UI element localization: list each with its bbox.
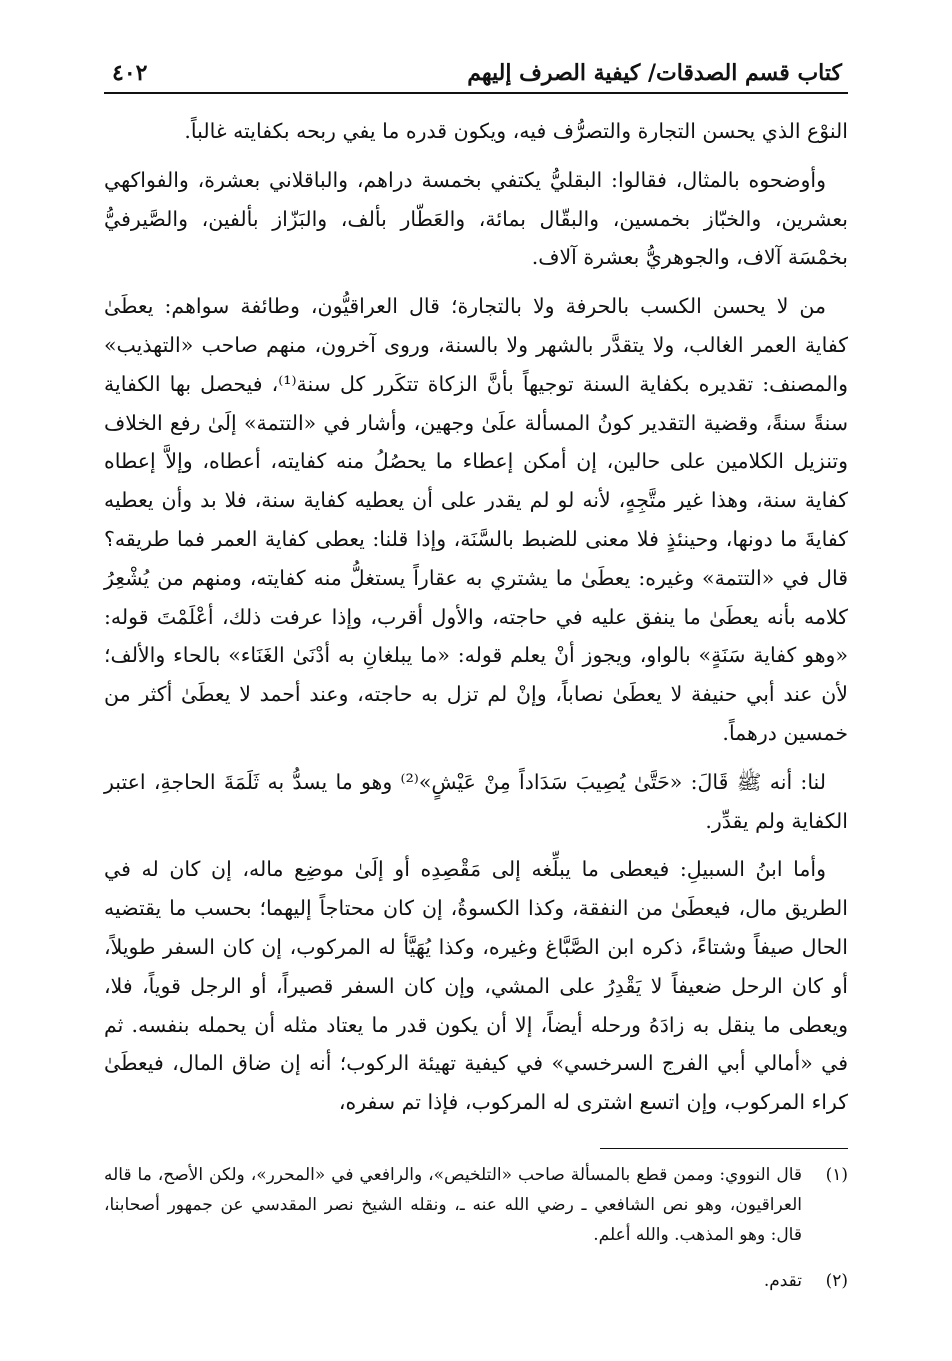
paragraph: وأما ابنُ السبيلِ: فيعطى ما يبلِّغه إلى مَقْصِدِه أو إلَىٰ موضِع ماله، إن كان له في الطريق مال، فيعطَىٰ من النفقة، وكذا الكسوةُ، إن كان محتاجاً إليهما؛ بحسب ما يقتضيه الحال صيفاً وشتاءً، ذكره ابن الصَّبَّاغ وغيره، وكذا يُهَيَّأ له المركوب، إن كان السفر طويلاً، أو كان الرحل ضعيفاً لا يَقْدِرُ على المشي، وإن كان السفر قصيراً، أو الرجل قوياً، فلا، ويعطى ما ينقل به زادَهُ ورحله أيضاً، إلا أن يكون قدر ما يعتاد مثله أن يحمله بنفسه. ثم في «أمالي أبي الفرج السرخسي» في كيفية تهيئة الركوب؛ أنه إن ضاق المال، فيعطَىٰ كراء المركوب، وإن اتسع اشترى له المركوب، فإذا تم سفره، — [104, 857, 848, 1115]
footnotes — [104, 1160, 848, 1296]
footnote-rule — [600, 1148, 848, 1149]
running-header — [104, 52, 848, 92]
paragraph: وأوضحوه بالمثال، فقالوا: البقليُّ يكتفي بخمسة دراهم، والباقلاني بعشرة، والفواكهي بعشرين، والخبّاز بخمسين، والبقّال بمائة، والعَطّار بألف، والبَزّاز بألفين، والصَّيرفيُّ بخمْسَة آلاف، والجوهريُّ بعشرة آلاف. — [104, 167, 848, 270]
paragraph: من لا يحسن الكسب بالحرفة ولا بالتجارة؛ قال العراقيُّون، وطائفة سواهم: يعطَىٰ كفاية العمر الغالب، ولا يتقدَّر بالشهر ولا بالسنة، وروى آخرون، منهم صاحب «التهذيب» والمصنف: تقديره بكفاية السنة توجيهاً بأنَّ الزكاة تتكَرر كل سنة⁽¹⁾، فيحصل بها الكفاية سنةً سنةً، وقضية التقدير كونُ المسألة علَىٰ وجهين، وأشار في «التتمة» إلَىٰ رفع الخلاف وتنزيل الكلامين على حالين، إن أمكن إعطاء ما يحصُلُ منه كفايته، أعطاه، وإلاَّ إعطاه كفاية سنة، وهذا غير متَّجِهٍ، لأنه لو لم يقدر على أن يعطيه كفاية سنة، فلا بد وأن يعطيه كفايةَ ما دونها، وحينئذٍ فلا معنى للضبط بالسَّنَة، وإذا قلنا: يعطى كفاية العمر فما طريقه؟ قال في «التتمة» وغيره: يعطَىٰ ما يشتري به عقاراً يستغلُّ منه كفايته، ومنهم من يُشْعِرُ كلامه بأنه يعطَىٰ ما ينفق عليه في حاجته، والأول أقرب، وإذا عرفت ذلك، أعْلَمْتَ قوله: «وهو كفاية سَنَةٍ» بالواو، ويجوز أنْ يعلم قوله: «ما يبلغانِ به أدْنَىٰ الغَنَاء» بالحاء والألف؛ لأن عند أبي حنيفة لا يعطَىٰ نصاباً، وإنْ لم تزل به حاجته، وعند أحمد لا يعطَىٰ أكثر من خمسين درهماً. — [104, 294, 848, 745]
footnote-number: (٢) — [825, 1271, 848, 1291]
footnote — [104, 1160, 848, 1250]
footnote — [104, 1266, 848, 1296]
footnote-text: قال النووي: وممن قطع بالمسألة صاحب «التلخيص»، والرافعي في «المحرر»، ولكن الأصح، ما قاله العراقيون، وهو نص الشافعي ـ رضي الله عنه ـ، ونقله الشيخ نصر المقدسي عن جمهور أصحابنا، قال: وهو المذهب. والله أعلم. — [104, 1165, 802, 1245]
footnote-text: تقدم. — [763, 1271, 802, 1291]
paragraph: النوْع الذي يحسن التجارة والتصرُّف فيه، ويكون قدره ما يفي ربحه بكفايته غالباً. — [184, 119, 848, 143]
header-rule — [104, 92, 848, 94]
main-text — [104, 112, 848, 1132]
running-title: كتاب قسم الصدقات/ كيفية الصرف إليهم — [467, 60, 842, 86]
paragraph: لنا: أنه ﷺ قَالَ: «حَتَّىٰ يُصِيبَ سَدَاداً مِنْ عَيْشٍ»⁽²⁾ وهو ما يسدُّ به ثَلَمَةَ الحاجةِ، اعتبر الكفاية ولم يقدِّر. — [104, 769, 848, 833]
page-number: ٤٠٢ — [112, 60, 148, 86]
footnote-number: (١) — [825, 1165, 848, 1185]
